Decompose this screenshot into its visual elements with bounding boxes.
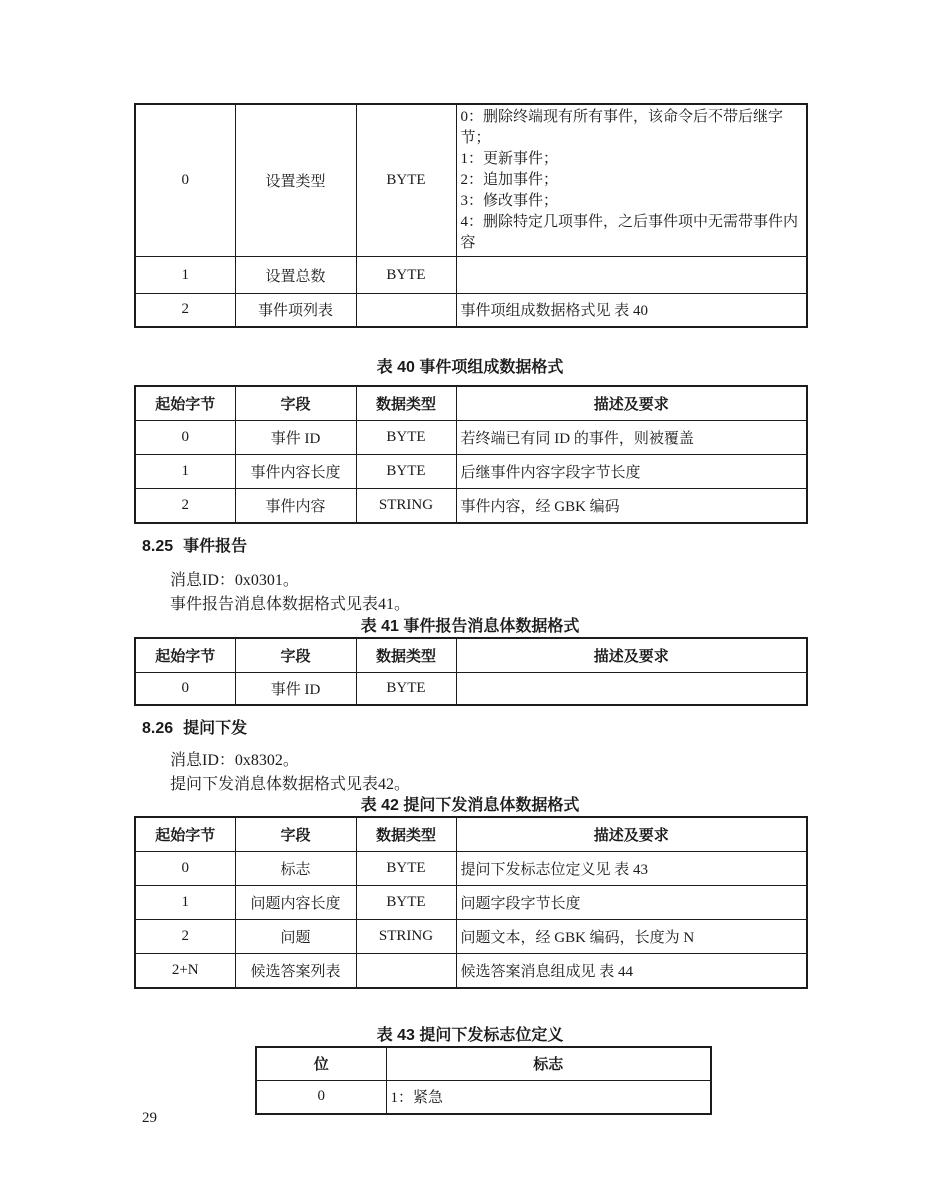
- section-heading-8-26: [142, 720, 806, 738]
- data-type-cell: BYTE: [356, 455, 456, 489]
- field-cell: 问题: [235, 920, 356, 954]
- format-reference-paragraph: 提问下发消息体数据格式见表42。: [170, 775, 411, 793]
- header-flag: 标志: [386, 1047, 711, 1081]
- table-row: [135, 886, 807, 920]
- event-setting-table: [134, 103, 808, 328]
- description-cell: [456, 257, 807, 294]
- start-byte-cell: 1: [135, 886, 235, 920]
- data-type-cell: [356, 954, 456, 988]
- start-byte-cell: 2: [135, 489, 235, 523]
- section-number: 8.26: [142, 719, 174, 737]
- table-row: [135, 920, 807, 954]
- description-line: 4：删除特定几项事件，之后事件项中无需带事件内容: [460, 214, 799, 251]
- field-cell: 设置总数: [235, 257, 356, 294]
- field-cell: 事件内容: [235, 489, 356, 523]
- bit-cell: 0: [256, 1081, 386, 1114]
- start-byte-cell: 2: [135, 294, 235, 327]
- header-field: 字段: [235, 638, 356, 673]
- data-type-cell: STRING: [356, 920, 456, 954]
- table-41: [134, 637, 808, 706]
- header-start-byte: 起始字节: [135, 386, 235, 421]
- table-row: [135, 489, 807, 523]
- field-cell: 标志: [235, 852, 356, 886]
- section-heading-8-25: [142, 538, 806, 556]
- header-description: 描述及要求: [456, 817, 807, 852]
- header-start-byte: 起始字节: [135, 817, 235, 852]
- field-cell: 设置类型: [235, 104, 356, 257]
- description-line: 3：修改事件；: [460, 193, 559, 209]
- start-byte-cell: 0: [135, 673, 235, 705]
- table-row: [135, 455, 807, 489]
- start-byte-cell: 0: [135, 104, 235, 257]
- field-cell: 候选答案列表: [235, 954, 356, 988]
- description-cell: 事件项组成数据格式见 表 40: [456, 294, 807, 327]
- table-header-row: [135, 386, 807, 421]
- data-type-cell: BYTE: [356, 673, 456, 705]
- data-type-cell: BYTE: [356, 421, 456, 455]
- description-cell: [456, 673, 807, 705]
- table-40: [134, 385, 808, 524]
- header-start-byte: 起始字节: [135, 638, 235, 673]
- message-id-paragraph: 消息ID：0x0301。: [170, 571, 299, 589]
- table-row: [135, 104, 807, 257]
- description-cell: 问题文本，经 GBK 编码，长度为 N: [456, 920, 807, 954]
- message-id-paragraph: 消息ID：0x8302。: [170, 751, 299, 769]
- page-content: [134, 0, 806, 1115]
- field-cell: 事件 ID: [235, 673, 356, 705]
- field-cell: 问题内容长度: [235, 886, 356, 920]
- header-description: 描述及要求: [456, 638, 807, 673]
- description-cell: 问题字段字节长度: [456, 886, 807, 920]
- header-data-type: 数据类型: [356, 817, 456, 852]
- table-header-row: [135, 817, 807, 852]
- data-type-cell: BYTE: [356, 104, 456, 257]
- start-byte-cell: 1: [135, 455, 235, 489]
- description-line: 1：更新事件；: [460, 151, 559, 167]
- table-42: [134, 816, 808, 989]
- header-bit: 位: [256, 1047, 386, 1081]
- section-title: 事件报告: [183, 537, 248, 555]
- format-reference-paragraph: 事件报告消息体数据格式见表41。: [170, 595, 411, 613]
- field-cell: 事件 ID: [235, 421, 356, 455]
- table43-title: 表 43 提问下发标志位定义: [376, 1026, 564, 1044]
- field-cell: 事件项列表: [235, 294, 356, 327]
- header-data-type: 数据类型: [356, 638, 456, 673]
- table-row: [135, 421, 807, 455]
- data-type-cell: BYTE: [356, 852, 456, 886]
- table42-title: 表 42 提问下发消息体数据格式: [360, 796, 580, 814]
- page-number: 29: [142, 1110, 157, 1126]
- start-byte-cell: 0: [135, 852, 235, 886]
- table-row: [135, 294, 807, 327]
- description-line: 2：追加事件；: [460, 172, 559, 188]
- start-byte-cell: 0: [135, 421, 235, 455]
- table-row: [135, 257, 807, 294]
- description-cell: 提问下发标志位定义见 表 43: [456, 852, 807, 886]
- table-header-row: [256, 1047, 711, 1081]
- table-row: [256, 1081, 711, 1114]
- table40-title: 表 40 事件项组成数据格式: [376, 358, 564, 376]
- table41-title: 表 41 事件报告消息体数据格式: [360, 617, 580, 635]
- data-type-cell: [356, 294, 456, 327]
- flag-cell: 1：紧急: [386, 1081, 711, 1114]
- description-cell: 候选答案消息组成见 表 44: [456, 954, 807, 988]
- table-header-row: [135, 638, 807, 673]
- description-cell: 若终端已有同 ID 的事件，则被覆盖: [456, 421, 807, 455]
- description-cell: [456, 104, 807, 257]
- table-row: [135, 852, 807, 886]
- table-row: [135, 954, 807, 988]
- header-field: 字段: [235, 817, 356, 852]
- table-43: [255, 1046, 712, 1115]
- header-data-type: 数据类型: [356, 386, 456, 421]
- description-cell: 后继事件内容字段字节长度: [456, 455, 807, 489]
- description-cell: 事件内容，经 GBK 编码: [456, 489, 807, 523]
- data-type-cell: STRING: [356, 489, 456, 523]
- start-byte-cell: 1: [135, 257, 235, 294]
- header-description: 描述及要求: [456, 386, 807, 421]
- data-type-cell: BYTE: [356, 886, 456, 920]
- start-byte-cell: 2: [135, 920, 235, 954]
- table-row: [135, 673, 807, 705]
- section-title: 提问下发: [183, 719, 248, 737]
- start-byte-cell: 2+N: [135, 954, 235, 988]
- section-number: 8.25: [142, 537, 174, 555]
- data-type-cell: BYTE: [356, 257, 456, 294]
- field-cell: 事件内容长度: [235, 455, 356, 489]
- description-line: 0：删除终端现有所有事件，该命令后不带后继字节；: [460, 109, 784, 146]
- header-field: 字段: [235, 386, 356, 421]
